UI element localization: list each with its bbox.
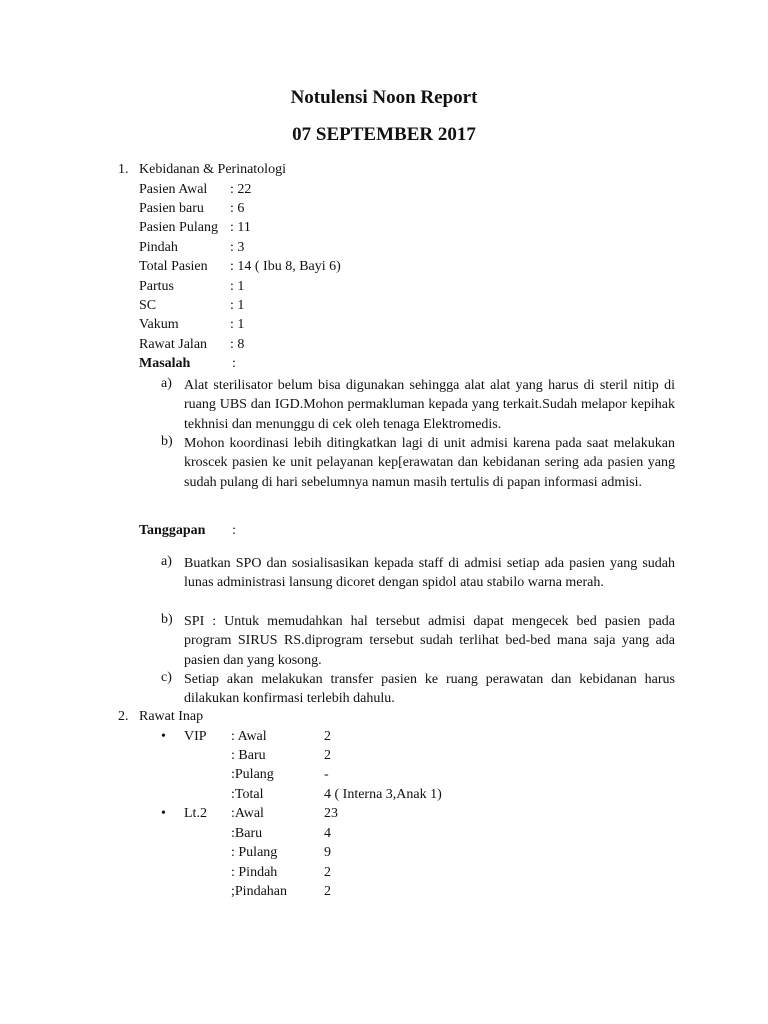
row-value: 2 xyxy=(324,865,331,880)
stat-label: SC xyxy=(139,298,157,313)
row-label: ;Pindahan xyxy=(231,884,287,899)
document-title: Notulensi Noon Report xyxy=(290,87,478,108)
stat-label: Vakum xyxy=(139,317,179,332)
tanggapan-item-a: Buatkan SPO dan sosialisasikan kepada staff di admisi setiap ada pasien yang sudah lunas administrasi lansung dicoret dengan spidol atau stabilo warna merah. xyxy=(184,556,675,591)
stat-label: Partus xyxy=(139,279,174,294)
section2-heading: Rawat Inap xyxy=(139,709,204,724)
row-value: 9 xyxy=(324,845,331,860)
stat-value: : 1 xyxy=(230,298,245,313)
masalah-marker-a: a) xyxy=(161,376,172,391)
stat-value: : 1 xyxy=(230,279,245,294)
stat-value: : 14 ( Ibu 8, Bayi 6) xyxy=(230,259,341,274)
bullet-icon: • xyxy=(161,729,166,744)
tanggapan-item-c: Setiap akan melakukan transfer pasien ke ruang perawatan dan kebidanan harus dilakukan konfirmasi terlebih dahulu. xyxy=(184,672,675,707)
masalah-label: Masalah xyxy=(139,356,191,371)
tanggapan-marker-a: a) xyxy=(161,554,172,569)
row-label: :Awal xyxy=(231,806,264,821)
section1-heading: Kebidanan & Perinatologi xyxy=(139,162,286,177)
row-label: : Baru xyxy=(231,748,266,763)
stat-label: Pindah xyxy=(139,240,178,255)
stat-label: Pasien Awal xyxy=(139,182,208,197)
group-name: VIP xyxy=(184,729,207,744)
section2-number: 2. xyxy=(118,709,129,724)
stat-value: : 11 xyxy=(230,220,251,235)
tanggapan-marker-c: c) xyxy=(161,670,172,685)
bullet-icon: • xyxy=(161,806,166,821)
group-name: Lt.2 xyxy=(184,806,207,821)
masalah-item-b: Mohon koordinasi lebih ditingkatkan lagi di unit admisi karena pada saat melakukan kroscek pasien ke unit pelayanan kep[erawatan dan kebidanan sering ada pasien yang sudah pulang di hari sebelumnya namun masih tertulis di papan informasi admisi. xyxy=(184,436,675,490)
tanggapan-marker-b: b) xyxy=(161,612,173,627)
row-label: :Pulang xyxy=(231,767,274,782)
masalah-marker-b: b) xyxy=(161,434,173,449)
stat-label: Rawat Jalan xyxy=(139,337,208,352)
row-value: 2 xyxy=(324,729,331,744)
masalah-item-a: Alat sterilisator belum bisa digunakan sehingga alat alat yang harus di steril nitip di ruang UBS dan IGD.Mohon permakluman kepada yang terkait.Sudah melapor kepihak tekhnisi dan menunggu di cek oleh tenaga Elektromedis. xyxy=(184,378,675,432)
row-label: : Awal xyxy=(231,729,267,744)
stat-value: : 1 xyxy=(230,317,245,332)
stat-value: : 6 xyxy=(230,201,245,216)
row-label: : Pindah xyxy=(231,865,278,880)
row-label: : Pulang xyxy=(231,845,278,860)
masalah-colon: : xyxy=(232,356,236,371)
stat-label: Total Pasien xyxy=(139,259,208,274)
tanggapan-label: Tanggapan xyxy=(139,523,206,538)
stat-label: Pasien Pulang xyxy=(139,220,218,235)
stat-value: : 3 xyxy=(230,240,245,255)
stat-value: : 8 xyxy=(230,337,245,352)
document-date: 07 SEPTEMBER 2017 xyxy=(292,124,476,145)
row-label: :Baru xyxy=(231,826,263,841)
row-value: 23 xyxy=(324,806,338,821)
stat-value: : 22 xyxy=(230,182,252,197)
row-value: 4 ( Interna 3,Anak 1) xyxy=(324,787,442,802)
tanggapan-item-b: SPI : Untuk memudahkan hal tersebut admisi dapat mengecek bed pasien pada program SIRUS RS.diprogram tersebut sudah terlihat bed-bed mana saja yang ada pasien dan yang kosong. xyxy=(184,614,675,668)
tanggapan-colon: : xyxy=(232,523,236,538)
row-value: - xyxy=(324,767,329,782)
row-value: 2 xyxy=(324,748,331,763)
row-value: 2 xyxy=(324,884,331,899)
section1-number: 1. xyxy=(118,162,129,177)
row-value: 4 xyxy=(324,826,331,841)
row-label: :Total xyxy=(231,787,264,802)
stat-label: Pasien baru xyxy=(139,201,204,216)
